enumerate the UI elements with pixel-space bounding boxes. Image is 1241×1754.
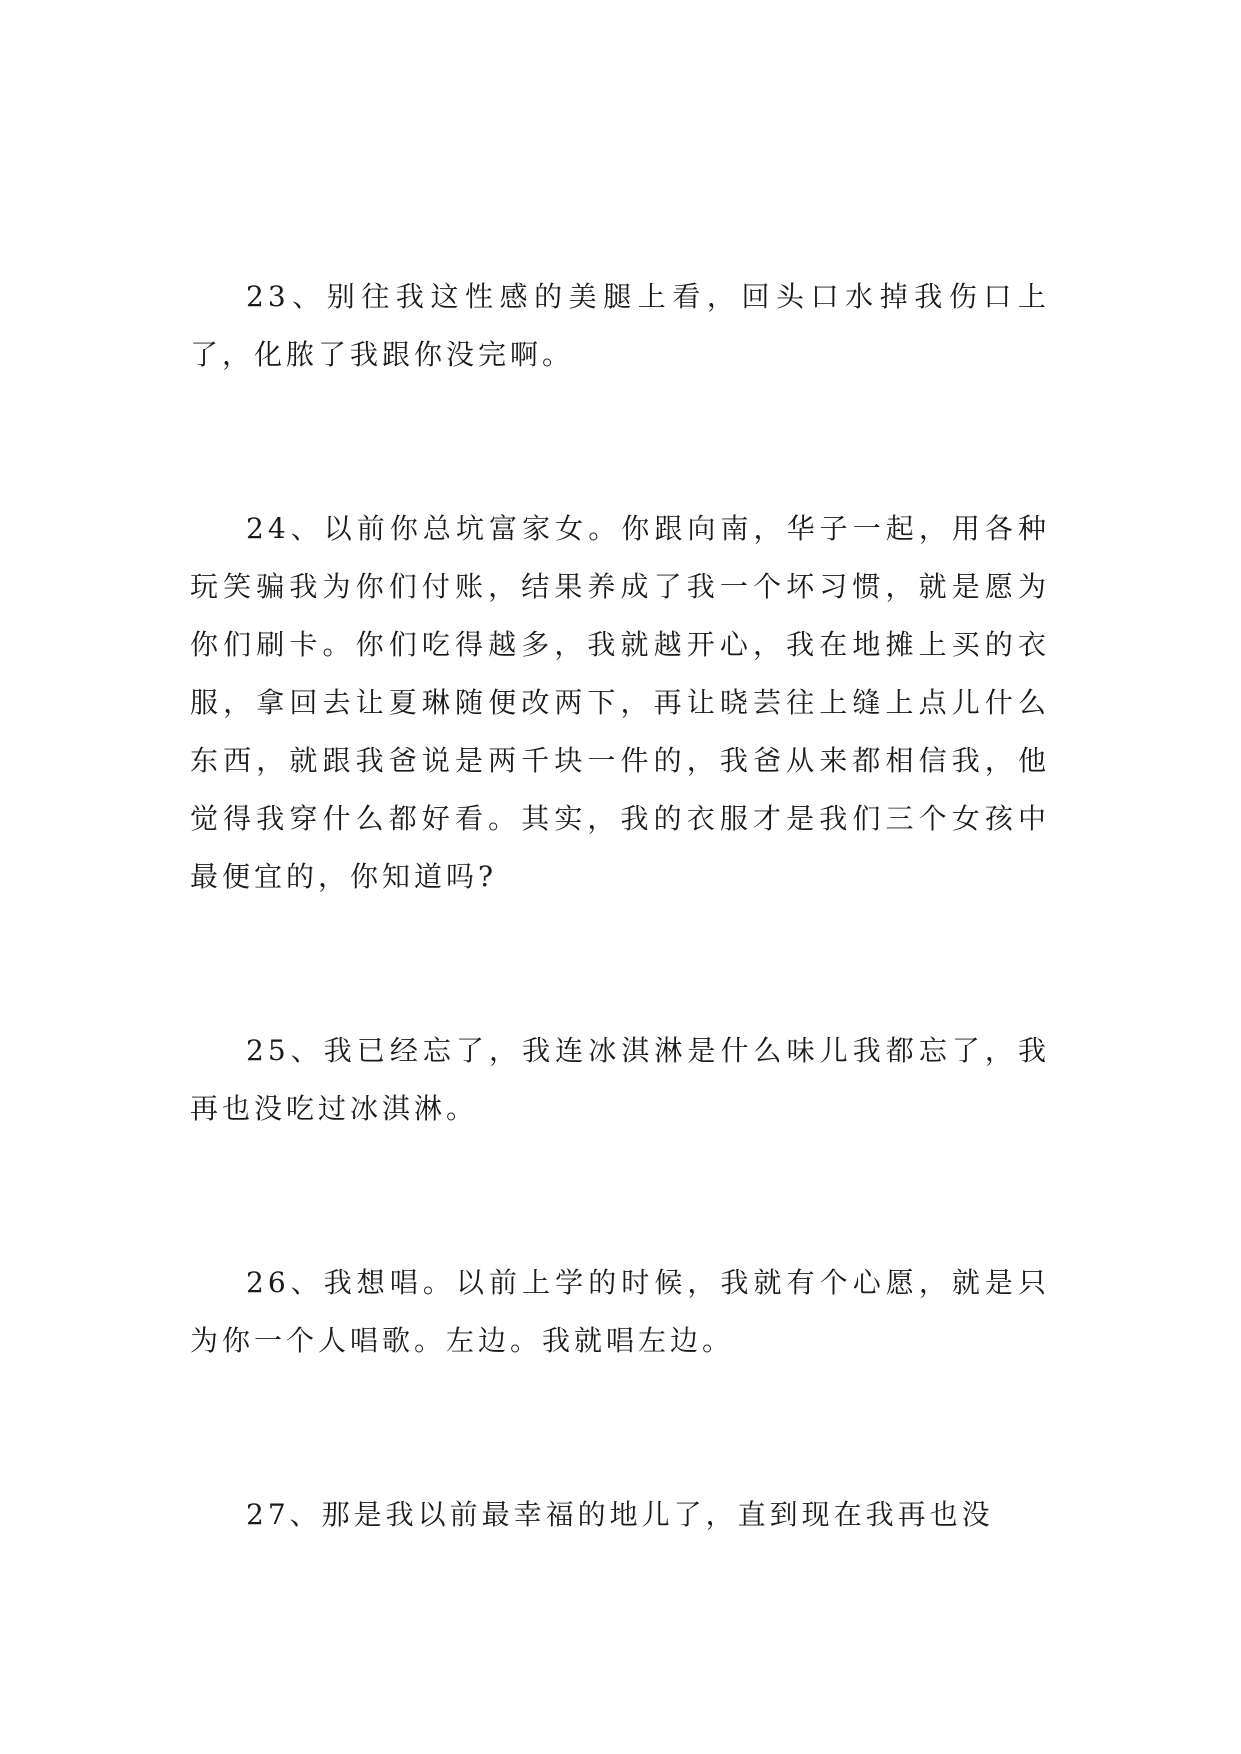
- paragraph-spacer: [190, 906, 1050, 1022]
- document-body: [190, 268, 1050, 1544]
- paragraph-26: 26、我想唱。以前上学的时候，我就有个心愿，就是只为你一个人唱歌。左边。我就唱左边。: [190, 1266, 1050, 1357]
- paragraph-25: 25、我已经忘了，我连冰淇淋是什么味儿我都忘了，我再也没吃过冰淇淋。: [190, 1034, 1050, 1125]
- paragraph-spacer: [190, 384, 1050, 500]
- paragraph-spacer: [190, 1138, 1050, 1254]
- paragraph-24: 24、以前你总坑富家女。你跟向南，华子一起，用各种玩笑骗我为你们付账，结果养成了我一个坏习惯，就是愿为你们刷卡。你们吃得越多，我就越开心，我在地摊上买的衣服，拿回去让夏琳随便改两下，再让晓芸往上缝上点儿什么东西，就跟我爸说是两千块一件的，我爸从来都相信我，他觉得我穿什么都好看。其实，我的衣服才是我们三个女孩中最便宜的，你知道吗?: [190, 512, 1050, 893]
- paragraph-27: 27、那是我以前最幸福的地儿了，直到现在我再也没: [246, 1498, 994, 1531]
- paragraph-23: 23、别往我这性感的美腿上看，回头口水掉我伤口上了，化脓了我跟你没完啊。: [190, 280, 1050, 371]
- paragraph-spacer: [190, 1370, 1050, 1486]
